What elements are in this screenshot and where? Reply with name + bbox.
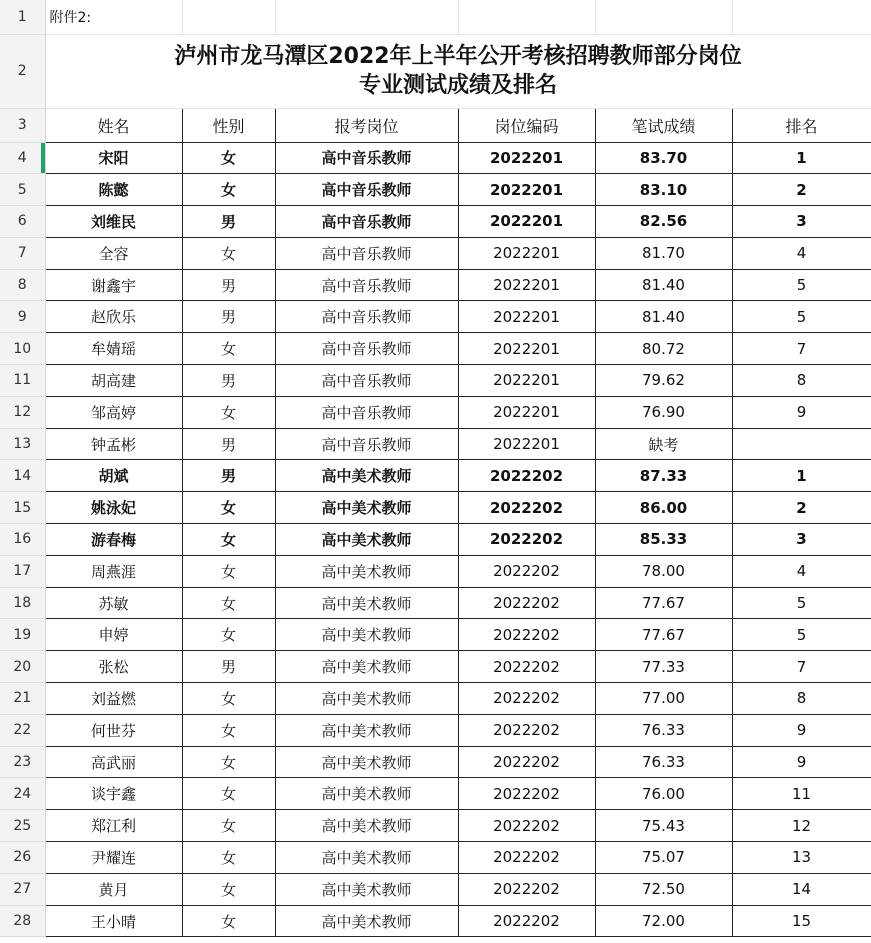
- cell-score[interactable]: 75.43: [595, 810, 732, 842]
- cell-score[interactable]: 76.33: [595, 746, 732, 778]
- cell-gender[interactable]: 男: [182, 651, 275, 683]
- empty-cell[interactable]: [595, 0, 732, 34]
- row-header[interactable]: 19: [0, 619, 45, 651]
- row-header[interactable]: 8: [0, 269, 45, 301]
- cell-rank[interactable]: 4: [732, 555, 871, 587]
- row-header[interactable]: 9: [0, 301, 45, 333]
- cell-gender[interactable]: 女: [182, 174, 275, 206]
- cell-code[interactable]: 2022201: [458, 396, 595, 428]
- cell-position[interactable]: 高中美术教师: [275, 524, 458, 556]
- cell-gender[interactable]: 女: [182, 905, 275, 937]
- cell-score[interactable]: 81.40: [595, 301, 732, 333]
- cell-code[interactable]: 2022202: [458, 873, 595, 905]
- table-row: [0, 746, 871, 778]
- cell-name[interactable]: 胡高建: [45, 365, 182, 397]
- header-cell-rank[interactable]: 排名: [732, 108, 871, 142]
- cell-score[interactable]: 75.07: [595, 842, 732, 874]
- row-header[interactable]: 18: [0, 587, 45, 619]
- cell-gender[interactable]: 男: [182, 206, 275, 238]
- cell-position[interactable]: 高中音乐教师: [275, 333, 458, 365]
- cell-name[interactable]: 何世芬: [45, 714, 182, 746]
- cell-name[interactable]: 刘益燃: [45, 683, 182, 715]
- row-header[interactable]: 22: [0, 714, 45, 746]
- cell-name[interactable]: 胡斌: [45, 460, 182, 492]
- table-row: [0, 714, 871, 746]
- row-header[interactable]: 16: [0, 524, 45, 556]
- cell-position[interactable]: 高中音乐教师: [275, 206, 458, 238]
- table-row: [0, 460, 871, 492]
- cell-name[interactable]: 郑江利: [45, 810, 182, 842]
- table-row: [0, 269, 871, 301]
- cell-score[interactable]: 77.00: [595, 683, 732, 715]
- empty-cell[interactable]: [275, 0, 458, 34]
- cell-rank[interactable]: 9: [732, 714, 871, 746]
- cell-gender[interactable]: 男: [182, 428, 275, 460]
- cell-code[interactable]: 2022202: [458, 746, 595, 778]
- cell-score[interactable]: 77.33: [595, 651, 732, 683]
- cell-position[interactable]: 高中美术教师: [275, 460, 458, 492]
- table-row: [0, 301, 871, 333]
- empty-cell[interactable]: [732, 0, 871, 34]
- cell-score[interactable]: 缺考: [595, 428, 732, 460]
- cell-code[interactable]: 2022201: [458, 237, 595, 269]
- row-header[interactable]: 24: [0, 778, 45, 810]
- cell-code[interactable]: 2022202: [458, 524, 595, 556]
- row-header[interactable]: 15: [0, 492, 45, 524]
- table-row: [0, 905, 871, 937]
- cell-name[interactable]: 尹耀连: [45, 842, 182, 874]
- cell-position[interactable]: 高中美术教师: [275, 555, 458, 587]
- table-row: [0, 142, 871, 174]
- cell-code[interactable]: 2022202: [458, 714, 595, 746]
- cell-gender[interactable]: 女: [182, 810, 275, 842]
- cell-gender[interactable]: 女: [182, 746, 275, 778]
- cell-code[interactable]: 2022201: [458, 301, 595, 333]
- cell-code[interactable]: 2022202: [458, 905, 595, 937]
- table-row: [0, 778, 871, 810]
- cell-position[interactable]: 高中美术教师: [275, 905, 458, 937]
- cell-score[interactable]: 72.00: [595, 905, 732, 937]
- row-header[interactable]: 25: [0, 810, 45, 842]
- cell-score[interactable]: 77.67: [595, 619, 732, 651]
- cell-code[interactable]: 2022201: [458, 174, 595, 206]
- cell-rank[interactable]: 8: [732, 683, 871, 715]
- cell-code[interactable]: 2022202: [458, 778, 595, 810]
- cell-name[interactable]: 姚泳妃: [45, 492, 182, 524]
- row-header[interactable]: 17: [0, 555, 45, 587]
- cell-gender[interactable]: 女: [182, 142, 275, 174]
- header-row: [0, 108, 871, 142]
- cell-position[interactable]: 高中音乐教师: [275, 142, 458, 174]
- cell-rank[interactable]: 11: [732, 778, 871, 810]
- cell-rank[interactable]: 8: [732, 365, 871, 397]
- cell-gender[interactable]: 女: [182, 778, 275, 810]
- cell-name[interactable]: 谢鑫宇: [45, 269, 182, 301]
- row-header[interactable]: 12: [0, 396, 45, 428]
- cell-position[interactable]: 高中音乐教师: [275, 365, 458, 397]
- cell-score[interactable]: 72.50: [595, 873, 732, 905]
- cell-score[interactable]: 81.40: [595, 269, 732, 301]
- cell-score[interactable]: 76.33: [595, 714, 732, 746]
- cell-position[interactable]: 高中音乐教师: [275, 301, 458, 333]
- table-row: [0, 237, 871, 269]
- cell-score[interactable]: 87.33: [595, 460, 732, 492]
- cell-rank[interactable]: 12: [732, 810, 871, 842]
- cell-name[interactable]: 申婷: [45, 619, 182, 651]
- cell-code[interactable]: 2022202: [458, 651, 595, 683]
- cell-score[interactable]: 78.00: [595, 555, 732, 587]
- cell-score[interactable]: 83.70: [595, 142, 732, 174]
- cell-name[interactable]: 游春梅: [45, 524, 182, 556]
- cell-code[interactable]: 2022202: [458, 492, 595, 524]
- row-header[interactable]: 21: [0, 683, 45, 715]
- cell-score[interactable]: 80.72: [595, 333, 732, 365]
- table-row: [0, 524, 871, 556]
- table-row: [0, 810, 871, 842]
- row-header[interactable]: 20: [0, 651, 45, 683]
- cell-gender[interactable]: 男: [182, 269, 275, 301]
- cell-code[interactable]: 2022202: [458, 842, 595, 874]
- cell-code[interactable]: 2022201: [458, 206, 595, 238]
- empty-cell[interactable]: [458, 0, 595, 34]
- cell-position[interactable]: 高中美术教师: [275, 683, 458, 715]
- header-cell-code[interactable]: 岗位编码: [458, 108, 595, 142]
- cell-rank[interactable]: 9: [732, 396, 871, 428]
- cell-score[interactable]: 76.00: [595, 778, 732, 810]
- cell-gender[interactable]: 男: [182, 365, 275, 397]
- cell-score[interactable]: 83.10: [595, 174, 732, 206]
- cell-name[interactable]: 全容: [45, 237, 182, 269]
- row-header[interactable]: 7: [0, 237, 45, 269]
- cell-position[interactable]: 高中美术教师: [275, 714, 458, 746]
- sheet-row: [0, 34, 871, 108]
- cell-rank[interactable]: 5: [732, 587, 871, 619]
- cell-rank[interactable]: 9: [732, 746, 871, 778]
- table-row: [0, 206, 871, 238]
- cell-position[interactable]: 高中美术教师: [275, 746, 458, 778]
- row-header[interactable]: 2: [0, 34, 45, 108]
- cell-position[interactable]: 高中美术教师: [275, 810, 458, 842]
- row-header[interactable]: 6: [0, 206, 45, 238]
- cell-score[interactable]: 81.70: [595, 237, 732, 269]
- cell-gender[interactable]: 男: [182, 460, 275, 492]
- table-row: [0, 396, 871, 428]
- row-header[interactable]: 28: [0, 905, 45, 937]
- cell-name[interactable]: 张松: [45, 651, 182, 683]
- cell-code[interactable]: 2022202: [458, 683, 595, 715]
- cell-gender[interactable]: 女: [182, 333, 275, 365]
- cell-score[interactable]: 76.90: [595, 396, 732, 428]
- row-header[interactable]: 10: [0, 333, 45, 365]
- cell-name[interactable]: 苏敏: [45, 587, 182, 619]
- row-header[interactable]: 13: [0, 428, 45, 460]
- cell-name[interactable]: 黄月: [45, 873, 182, 905]
- attachment-note-cell[interactable]: 附件2:: [45, 0, 182, 34]
- cell-position[interactable]: 高中美术教师: [275, 619, 458, 651]
- cell-rank[interactable]: 5: [732, 301, 871, 333]
- header-cell-position[interactable]: 报考岗位: [275, 108, 458, 142]
- cell-position[interactable]: 高中音乐教师: [275, 269, 458, 301]
- cell-score[interactable]: 85.33: [595, 524, 732, 556]
- cell-name[interactable]: 宋阳: [45, 142, 182, 174]
- cell-gender[interactable]: 女: [182, 873, 275, 905]
- sheet-row: [0, 0, 871, 34]
- cell-name[interactable]: 谈宇鑫: [45, 778, 182, 810]
- cell-rank[interactable]: 3: [732, 206, 871, 238]
- cell-position[interactable]: 高中音乐教师: [275, 237, 458, 269]
- cell-code[interactable]: 2022202: [458, 810, 595, 842]
- cell-score[interactable]: 82.56: [595, 206, 732, 238]
- cell-gender[interactable]: 女: [182, 524, 275, 556]
- row-header[interactable]: 14: [0, 460, 45, 492]
- cell-gender[interactable]: 女: [182, 587, 275, 619]
- table-row: [0, 428, 871, 460]
- row-header[interactable]: 27: [0, 873, 45, 905]
- cell-rank[interactable]: 3: [732, 524, 871, 556]
- cell-rank[interactable]: 5: [732, 269, 871, 301]
- cell-position[interactable]: 高中音乐教师: [275, 174, 458, 206]
- table-row: [0, 619, 871, 651]
- cell-rank[interactable]: 7: [732, 333, 871, 365]
- cell-name[interactable]: 钟孟彬: [45, 428, 182, 460]
- table-row: [0, 492, 871, 524]
- header-cell-score[interactable]: 笔试成绩: [595, 108, 732, 142]
- cell-position[interactable]: 高中美术教师: [275, 492, 458, 524]
- title-line-1: 泸州市龙马潭区2022年上半年公开考核招聘教师部分岗位: [174, 44, 742, 69]
- cell-position[interactable]: 高中音乐教师: [275, 428, 458, 460]
- table-row: [0, 683, 871, 715]
- cell-rank[interactable]: 14: [732, 873, 871, 905]
- cell-rank[interactable]: 5: [732, 619, 871, 651]
- cell-position[interactable]: 高中美术教师: [275, 587, 458, 619]
- cell-gender[interactable]: 女: [182, 714, 275, 746]
- cell-rank[interactable]: 15: [732, 905, 871, 937]
- cell-gender[interactable]: 女: [182, 683, 275, 715]
- header-cell-name[interactable]: 姓名: [45, 108, 182, 142]
- title-line-2: 专业测试成绩及排名: [358, 73, 557, 98]
- cell-rank[interactable]: 7: [732, 651, 871, 683]
- cell-code[interactable]: 2022202: [458, 460, 595, 492]
- cell-rank[interactable]: 1: [732, 142, 871, 174]
- cell-gender[interactable]: 女: [182, 842, 275, 874]
- table-row: [0, 333, 871, 365]
- cell-position[interactable]: 高中美术教师: [275, 778, 458, 810]
- cell-name[interactable]: 高武丽: [45, 746, 182, 778]
- cell-code[interactable]: 2022201: [458, 333, 595, 365]
- cell-name[interactable]: 王小晴: [45, 905, 182, 937]
- cell-position[interactable]: 高中音乐教师: [275, 396, 458, 428]
- cell-name[interactable]: 邹高婷: [45, 396, 182, 428]
- cell-code[interactable]: 2022202: [458, 619, 595, 651]
- row-header[interactable]: 5: [0, 174, 45, 206]
- cell-rank[interactable]: 2: [732, 492, 871, 524]
- cell-gender[interactable]: 男: [182, 301, 275, 333]
- cell-name[interactable]: 刘维民: [45, 206, 182, 238]
- cell-code[interactable]: 2022201: [458, 428, 595, 460]
- cell-rank[interactable]: [732, 428, 871, 460]
- row-header[interactable]: 11: [0, 365, 45, 397]
- cell-rank[interactable]: 1: [732, 460, 871, 492]
- cell-gender[interactable]: 女: [182, 492, 275, 524]
- cell-code[interactable]: 2022201: [458, 365, 595, 397]
- cell-position[interactable]: 高中美术教师: [275, 873, 458, 905]
- cell-name[interactable]: 陈懿: [45, 174, 182, 206]
- cell-name[interactable]: 牟婧瑶: [45, 333, 182, 365]
- row-header[interactable]: 1: [0, 0, 45, 34]
- table-row: [0, 587, 871, 619]
- table-row: [0, 651, 871, 683]
- table-row: [0, 873, 871, 905]
- cell-name[interactable]: 周燕涯: [45, 555, 182, 587]
- row-header[interactable]: 23: [0, 746, 45, 778]
- table-row: [0, 365, 871, 397]
- cell-score[interactable]: 79.62: [595, 365, 732, 397]
- cell-code[interactable]: 2022201: [458, 269, 595, 301]
- cell-code[interactable]: 2022202: [458, 555, 595, 587]
- title-cell[interactable]: [45, 34, 871, 108]
- cell-gender[interactable]: 女: [182, 396, 275, 428]
- table-row: [0, 555, 871, 587]
- row-header[interactable]: 4: [0, 142, 45, 174]
- cell-name[interactable]: 赵欣乐: [45, 301, 182, 333]
- table-row: [0, 174, 871, 206]
- cell-position[interactable]: 高中美术教师: [275, 842, 458, 874]
- cell-code[interactable]: 2022201: [458, 142, 595, 174]
- row-header[interactable]: 3: [0, 108, 45, 142]
- header-cell-gender[interactable]: 性别: [182, 108, 275, 142]
- cell-gender[interactable]: 女: [182, 555, 275, 587]
- cell-score[interactable]: 77.67: [595, 587, 732, 619]
- cell-position[interactable]: 高中美术教师: [275, 651, 458, 683]
- row-header[interactable]: 26: [0, 842, 45, 874]
- cell-gender[interactable]: 女: [182, 237, 275, 269]
- cell-code[interactable]: 2022202: [458, 587, 595, 619]
- table-row: [0, 842, 871, 874]
- cell-rank[interactable]: 2: [732, 174, 871, 206]
- cell-rank[interactable]: 13: [732, 842, 871, 874]
- cell-score[interactable]: 86.00: [595, 492, 732, 524]
- cell-rank[interactable]: 4: [732, 237, 871, 269]
- empty-cell[interactable]: [182, 0, 275, 34]
- cell-gender[interactable]: 女: [182, 619, 275, 651]
